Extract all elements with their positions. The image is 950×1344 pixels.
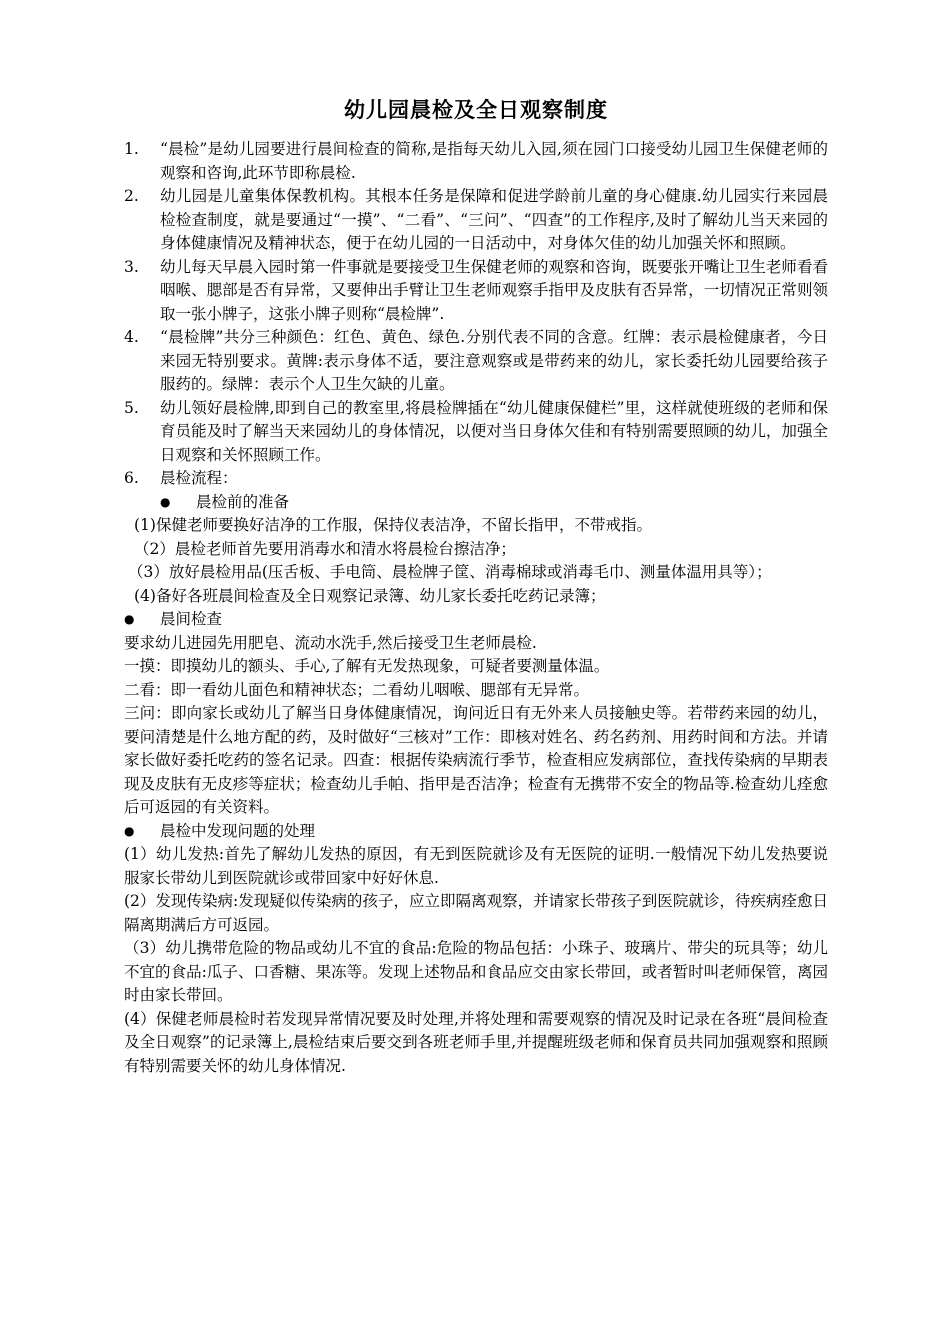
list-item-number: 3. bbox=[124, 257, 139, 276]
check-paragraph: 二看：即一看幼儿面色和精神状态；二看幼儿咽喉、腮部有无异常。 bbox=[124, 680, 590, 699]
list-item-number: 6. bbox=[124, 469, 139, 487]
document-title: 幼儿园晨检及全日观察制度 bbox=[344, 98, 608, 122]
issue-paragraph: (1）幼儿发热:首先了解幼儿发热的原因，有无到医院就诊及有无医院的证明.一般情况下幼儿发热要说服家长带幼儿到医院就诊或带回家中好好休息. bbox=[124, 845, 828, 887]
list-item-number: 2. bbox=[124, 187, 139, 205]
section-heading-prep bbox=[124, 491, 828, 515]
list-item bbox=[124, 185, 828, 256]
list-item-text: 晨检流程： bbox=[160, 469, 238, 487]
prep-item: (1)保健老师要换好洁净的工作服，保持仪表洁净，不留长指甲，不带戒指。 bbox=[134, 516, 652, 534]
list-item-number: 5. bbox=[124, 398, 139, 417]
document-page bbox=[124, 96, 828, 1078]
bullet-icon: ● bbox=[124, 823, 135, 838]
section-heading-text: 晨检前的准备 bbox=[196, 492, 290, 511]
section-heading-issues bbox=[124, 820, 828, 844]
list-item-text: 幼儿领好晨检牌,即到自己的教室里,将晨检牌插在“幼儿健康保健栏”里，这样就使班级的老师和保育员能及时了解当天来园幼儿的身体情况，以便对当日身体欠佳和有特别需要照顾的幼儿，加强全日观察和关怀照顾工作。 bbox=[160, 398, 828, 464]
list-item-text: 幼儿每天早晨入园时第一件事就是要接受卫生保健老师的观察和咨询，既要张开嘴让卫生老师看看咽喉、腮部是否有异常，又要伸出手臂让卫生老师观察手指甲及皮肤有否异常，一切情况正常则领取一张小牌子，这张小牌子则称“晨检牌”. bbox=[160, 257, 828, 323]
issue-paragraph: (2）发现传染病:发现疑似传染病的孩子，应立即隔离观察，并请家长带孩子到医院就诊，待疾病痊愈日隔离期满后方可返园。 bbox=[124, 892, 828, 934]
list-item bbox=[124, 467, 828, 491]
section-heading-text: 晨检中发现问题的处理 bbox=[160, 821, 316, 840]
check-paragraph: 三问：即向家长或幼儿了解当日身体健康情况，询问近日有无外来人员接触史等。若带药来园的幼儿，要问清楚是什么地方配的药，及时做好“三核对”工作：即核对姓名、药名药剂、用药时间和方法。并请家长做好委托吃药的签名记录。四查：根据传染病流行季节，检查相应发病部位，查找传染病的早期表现及皮肤有无皮疹等症状；检查幼儿手帕、指甲是否洁净；检查有无携带不安全的物品等.检查幼儿痊愈后可返园的有关资料。 bbox=[124, 704, 828, 816]
bullet-icon: ● bbox=[160, 494, 171, 509]
prep-item: (4)备好各班晨间检查及全日观察记录簿、幼儿家长委托吃药记录簿； bbox=[134, 586, 606, 605]
list-item-text: “晨检”是幼儿园要进行晨间检查的简称,是指每天幼儿入园,须在园门口接受幼儿园卫生保健老师的观察和咨询,此环节即称晨检. bbox=[160, 140, 828, 182]
bullet-icon: ● bbox=[124, 612, 135, 626]
list-item bbox=[124, 256, 828, 327]
section-heading-check bbox=[124, 608, 828, 632]
prep-item: （3）放好晨检用品(压舌板、手电筒、晨检牌子筐、消毒棉球或消毒毛巾、测量体温用具等）； bbox=[128, 563, 772, 581]
prep-item: （2）晨检老师首先要用消毒水和清水将晨检台擦洁净； bbox=[134, 539, 516, 558]
list-item bbox=[124, 138, 828, 185]
list-item-text: 幼儿园是儿童集体保教机构。其根本任务是保障和促进学龄前儿童的身心健康.幼儿园实行来园晨检检查制度，就是要通过“一摸”、“二看”、“三问”、“四查”的工作程序,及时了解幼儿当天来园的身体健康情况及精神状态，便于在幼儿园的一日活动中，对身体欠佳的幼儿加强关怀和照顾。 bbox=[160, 187, 828, 252]
issue-paragraph: (4）保健老师晨检时若发现异常情况要及时处理,并将处理和需要观察的情况及时记录在各班“晨间检查及全日观察”的记录簿上,晨检结束后要交到各班老师手里,并提醒班级老师和保育员共同加强观察和照顾有特别需要关怀的幼儿身体情况. bbox=[124, 1009, 828, 1075]
issue-paragraph: （3）幼儿携带危险的物品或幼儿不宜的食品:危险的物品包括：小珠子、玻璃片、带尖的玩具等；幼儿不宜的食品:瓜子、口香糖、果冻等。发现上述物品和食品应交由家长带回，或者暂时叫老师保管，离园时由家长带回。 bbox=[124, 939, 828, 1004]
list-item-text: “晨检牌”共分三种颜色：红色、黄色、绿色.分别代表不同的含意。红牌：表示晨检健康者，今日来园无特别要求。黄牌:表示身体不适，要注意观察或是带药来的幼儿，家长委托幼儿园要给孩子服药的。绿牌：表示个人卫生欠缺的儿童。 bbox=[160, 328, 828, 393]
numbered-list bbox=[124, 138, 828, 491]
list-item bbox=[124, 326, 828, 397]
list-item bbox=[124, 397, 828, 468]
check-paragraph: 一摸：即摸幼儿的额头、手心,了解有无发热现象，可疑者要测量体温。 bbox=[124, 657, 610, 675]
section-heading-text: 晨间检查 bbox=[160, 610, 223, 628]
list-item-number: 1. bbox=[124, 140, 139, 158]
check-paragraph: 要求幼儿进园先用肥皂、流动水洗手,然后接受卫生老师晨检. bbox=[124, 633, 537, 652]
list-item-number: 4. bbox=[124, 328, 139, 346]
